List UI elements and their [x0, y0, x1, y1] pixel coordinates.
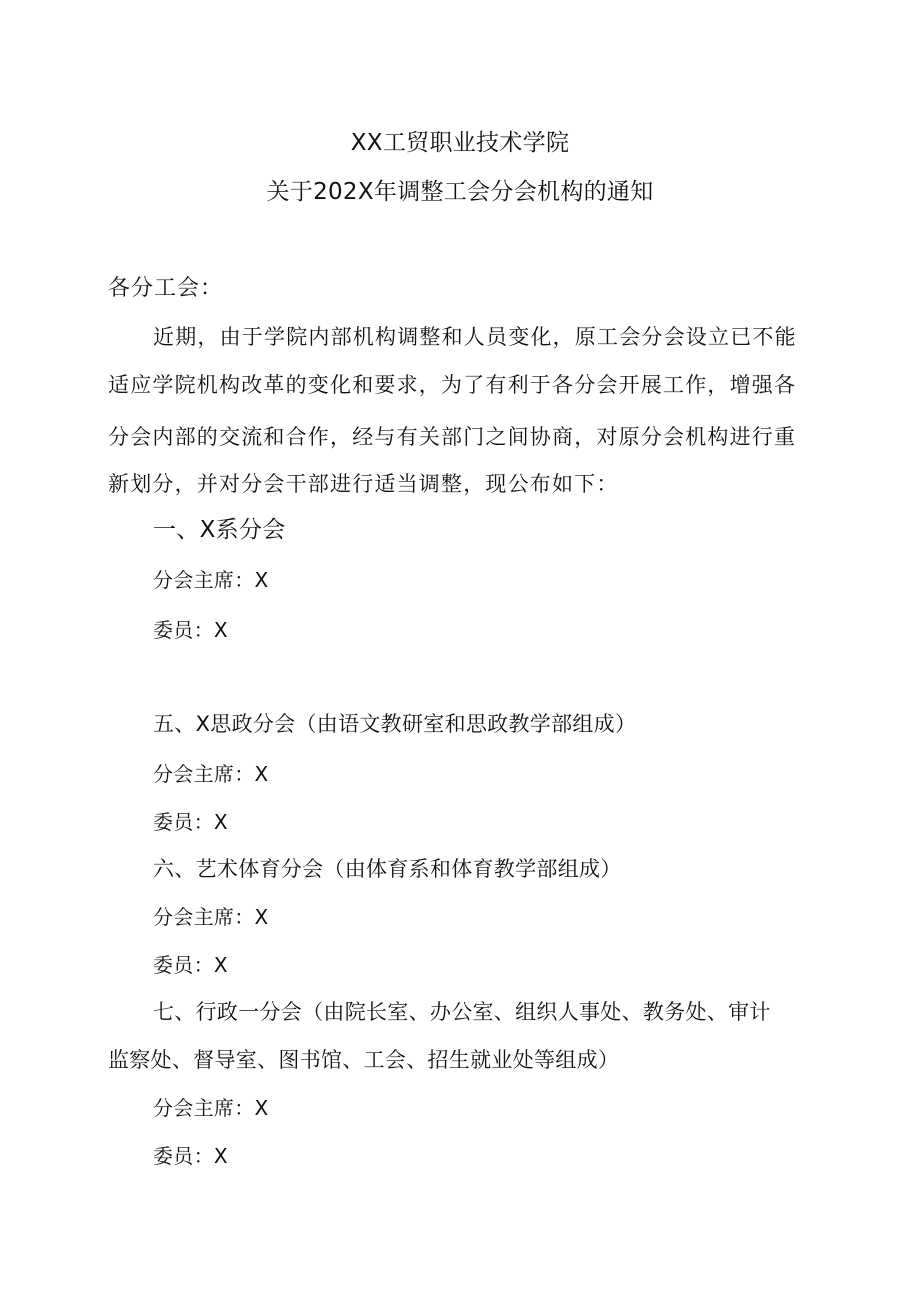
intro-paragraph-line: 新划分，并对分会干部进行适当调整，现公布如下： [108, 472, 619, 496]
section-heading: 五、X思政分会（由语文教研室和思政教学部组成） [153, 712, 637, 736]
document-title-line1: XX工贸职业技术学院 [350, 130, 570, 156]
section-chair: 分会主席：X [153, 762, 269, 786]
document-title-line2: 关于202X年调整工会分会机构的通知 [266, 179, 654, 205]
section-heading: 六、艺术体育分会（由体育系和体育教学部组成） [153, 857, 622, 881]
section-heading-continued: 监察处、督导室、图书馆、工会、招生就业处等组成） [108, 1048, 620, 1072]
section-heading: 七、行政一分会（由院长室、办公室、组织人事处、教务处、审计 [153, 1000, 771, 1024]
intro-paragraph-line: 分会内部的交流和合作，经与有关部门之间协商，对原分会机构进行重 [108, 425, 797, 449]
section-chair: 分会主席：X [153, 1096, 269, 1120]
section-chair: 分会主席：X [153, 905, 269, 929]
section-heading: 一、X系分会 [153, 517, 286, 543]
section-members: 委员：X [153, 810, 228, 834]
intro-paragraph-line: 近期，由于学院内部机构调整和人员变化，原工会分会设立已不能 [153, 325, 797, 349]
section-members: 委员：X [153, 618, 228, 642]
section-members: 委员：X [153, 953, 228, 977]
intro-paragraph-line: 适应学院机构改革的变化和要求，为了有利于各分会开展工作，增强各 [108, 373, 797, 397]
section-members: 委员：X [153, 1144, 228, 1168]
salutation: 各分工会： [108, 276, 224, 301]
section-chair: 分会主席：X [153, 568, 269, 592]
